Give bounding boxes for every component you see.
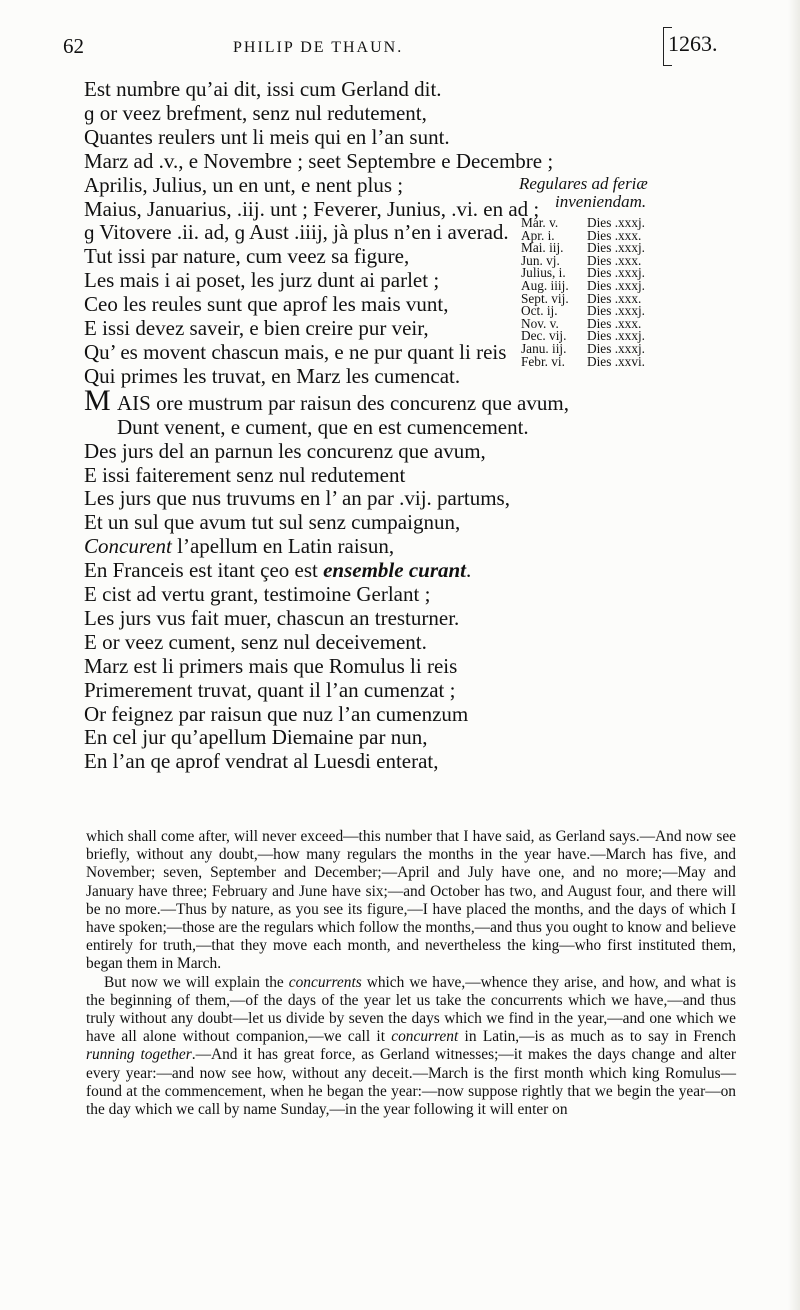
verse-text: Les jurs vus fait muer, chascun an tresturner. — [84, 605, 460, 630]
translation-text: which we have,—whence they arise, and how, and what is the beginning of them,—of the days of the year let us take the concurrents which we have,—and thus truly without any doubt—let us divide by seven the days which we find in the year,—and one which we have all alone without companion,—we call it — [86, 973, 736, 1046]
days-cell: Dies .xxxj. — [587, 340, 645, 356]
verse-text: Quantes reulers unt li meis qui en l’an sunt. — [84, 124, 450, 149]
verse-text: E issi devez saveir, e bien creire pur veir, — [84, 316, 429, 341]
month-cell: Jun. vj. — [521, 252, 560, 268]
verse-text: Des jurs del an parnun les concurenz que avum, — [84, 438, 486, 463]
running-title: PHILIP DE THAUN. — [233, 39, 404, 56]
translation-text: in Latin,—is as much as to say in French — [458, 1028, 736, 1046]
days-cell: Dies .xxxj. — [587, 240, 645, 256]
translation-paragraph-1 — [86, 828, 736, 974]
sidenote-title-line2: inveniendam. — [555, 192, 647, 211]
verse-line — [84, 78, 684, 102]
verse-text: Ceo les reules sunt que aprof les mais vunt, — [84, 292, 449, 317]
verse-text: Maius, Januarius, .iij. unt ; Feverer, Junius, .vi. en ad ; — [84, 196, 540, 221]
verse-text: Dunt venent, e cument, que en est cumencement. — [117, 414, 529, 439]
sidenote-title-line1: Regulares ad feriæ — [519, 174, 648, 193]
verse-text: Qu’ es movent chascun mais, e ne pur quant li reis — [84, 339, 507, 364]
days-cell: Dies .xxxj. — [587, 215, 645, 230]
days-cell: Dies .xxxj. — [587, 328, 645, 344]
verse-line — [84, 126, 684, 150]
month-cell: Apr. i. — [521, 227, 555, 243]
year: 1263. — [668, 31, 718, 56]
days-cell: Dies .xxxj. — [587, 303, 645, 319]
verse-line — [84, 607, 684, 631]
verse-line — [84, 631, 684, 655]
translation-text: .—And it has great force, as Gerland witnesses;—it makes the days change and alter every year:—and now see how, without any deceit.—March is the first month which king Romulus—found at the commencement, when he began the year:—now suppose rightly that we begin the year—on the day which we call by name Sunday,—in the year following it will enter on — [86, 1046, 736, 1119]
verse-line — [84, 750, 684, 774]
verse-text: En cel jur qu’apellum Diemaine par nun, — [84, 725, 428, 750]
verse-text: Les jurs que nus truvums en l’ an par .vij. partums, — [84, 486, 510, 511]
verse-text: E issi faiterement senz nul redutement — [84, 462, 406, 487]
verse-line — [84, 535, 684, 559]
verse-text: Primerement truvat, quant il l’an cumenzat ; — [84, 677, 456, 702]
month-cell: Sept. vij. — [521, 290, 569, 306]
sidenote-title — [519, 175, 794, 211]
verse-text: Aprilis, Julius, un en unt, e nent plus ; — [84, 172, 404, 197]
verse-line — [84, 703, 684, 727]
verse-line — [84, 464, 684, 488]
verse-text: E cist ad vertu grant, testimoine Gerlant ; — [84, 582, 431, 607]
italic-term: concurrent — [391, 1028, 459, 1046]
drop-cap: M — [84, 383, 111, 417]
verse-text: ɡ Vitovere .ii. ad, ɡ Aust .iiij, jà plus n’en i averad. — [84, 220, 509, 245]
verse-text: Et un sul que avum tut sul senz cumpaignun, — [84, 510, 461, 535]
month-cell: Febr. vi. — [521, 353, 565, 369]
verse-line — [84, 679, 684, 703]
days-cell: Dies .xxx. — [587, 290, 642, 306]
verse-line — [84, 655, 684, 679]
verse-line — [84, 487, 684, 511]
days-cell: Dies .xxx. — [587, 227, 642, 243]
verse-text: Tut issi par nature, cum veez sa figure, — [84, 244, 410, 269]
month-cell: Mai. iij. — [521, 240, 564, 256]
translation-paragraph-2 — [86, 974, 736, 1120]
verse-text: Or feignez par raisun que nuz l’an cumenzum — [84, 701, 469, 726]
verse-text: En l’an qe aprof vendrat al Luesdi enterat, — [84, 749, 439, 774]
month-cell: Dec. vij. — [521, 328, 567, 344]
italic-term: Concurent — [84, 534, 172, 559]
month-cell: Mar. v. — [521, 215, 559, 230]
verse-text: Qui primes les truvat, en Marz les cumencat. — [84, 363, 461, 388]
verse-text: Marz est li primers mais que Romulus li reis — [84, 653, 458, 678]
translation — [86, 828, 736, 1119]
verse-line — [84, 726, 684, 750]
verse-line — [84, 383, 684, 417]
days-cell: Dies .xxxj. — [587, 265, 645, 281]
month-cell: Julius, i. — [521, 265, 566, 281]
italic-term: concurrents — [288, 973, 362, 991]
days-cell: Dies .xxxj. — [587, 277, 645, 293]
verse-text: En Franceis est itant çeo est ensemble curant. — [84, 558, 472, 583]
verse-text: AIS ore mustrum par raisun des concurenz que avum, — [117, 390, 569, 415]
verse-line — [84, 150, 684, 174]
italic-term: ensemble curant — [323, 558, 467, 583]
verse-text: E or veez cument, senz nul deceivement. — [84, 629, 427, 654]
verse-line — [84, 416, 684, 440]
days-cell: Dies .xxx. — [587, 252, 642, 268]
verse-text: Concurent l’apellum en Latin raisun, — [84, 534, 395, 559]
month-cell: Oct. ij. — [521, 303, 558, 319]
verse-line — [84, 511, 684, 535]
month-cell: Nov. v. — [521, 315, 559, 331]
italic-term: running together — [86, 1046, 192, 1064]
month-cell: Janu. iij. — [521, 340, 567, 356]
translation-text: But now we will explain the — [104, 973, 289, 991]
month-cell: Aug. iiij. — [521, 277, 569, 293]
days-cell: Dies .xxx. — [587, 315, 642, 331]
translation-text: which shall come after, will never exceed—this number that I have said, as Gerland says.—And now see briefly, without any doubt,—how many regulars the months in the year have.—March has five, and November; seven, September and December;—April and July have one, and no more;—May and January have three; February and June have six;—and October has two, and August four, and there will be no more.—Thus by nature, as you see its figure,—I have placed the months, and the days of which I have spoken;—those are the regulars which follow the months,—and thus you ought to know and believe entirely for truth,—that they move each month, and nevertheless the king—who first instituted them, began them in March. — [86, 828, 736, 973]
verse-text: Est numbre qu’ai dit, issi cum Gerland dit. — [84, 77, 442, 101]
verse-line — [84, 583, 684, 607]
verse-line — [84, 102, 684, 126]
page-number: 62 — [63, 34, 84, 58]
regulars-row — [521, 356, 645, 369]
sidenote — [519, 175, 794, 368]
days-cell: Dies .xxvi. — [587, 353, 645, 369]
verse-line — [84, 559, 684, 583]
regulars-table — [521, 217, 645, 368]
verse-line — [84, 440, 684, 464]
verse-text: ɡ or veez brefment, senz nul redutement, — [84, 100, 427, 125]
verse-text: Les mais i ai poset, les jurz dunt ai parlet ; — [84, 268, 440, 293]
verse-text: Marz ad .v., e Novembre ; seet Septembre e Decembre ; — [84, 148, 554, 173]
